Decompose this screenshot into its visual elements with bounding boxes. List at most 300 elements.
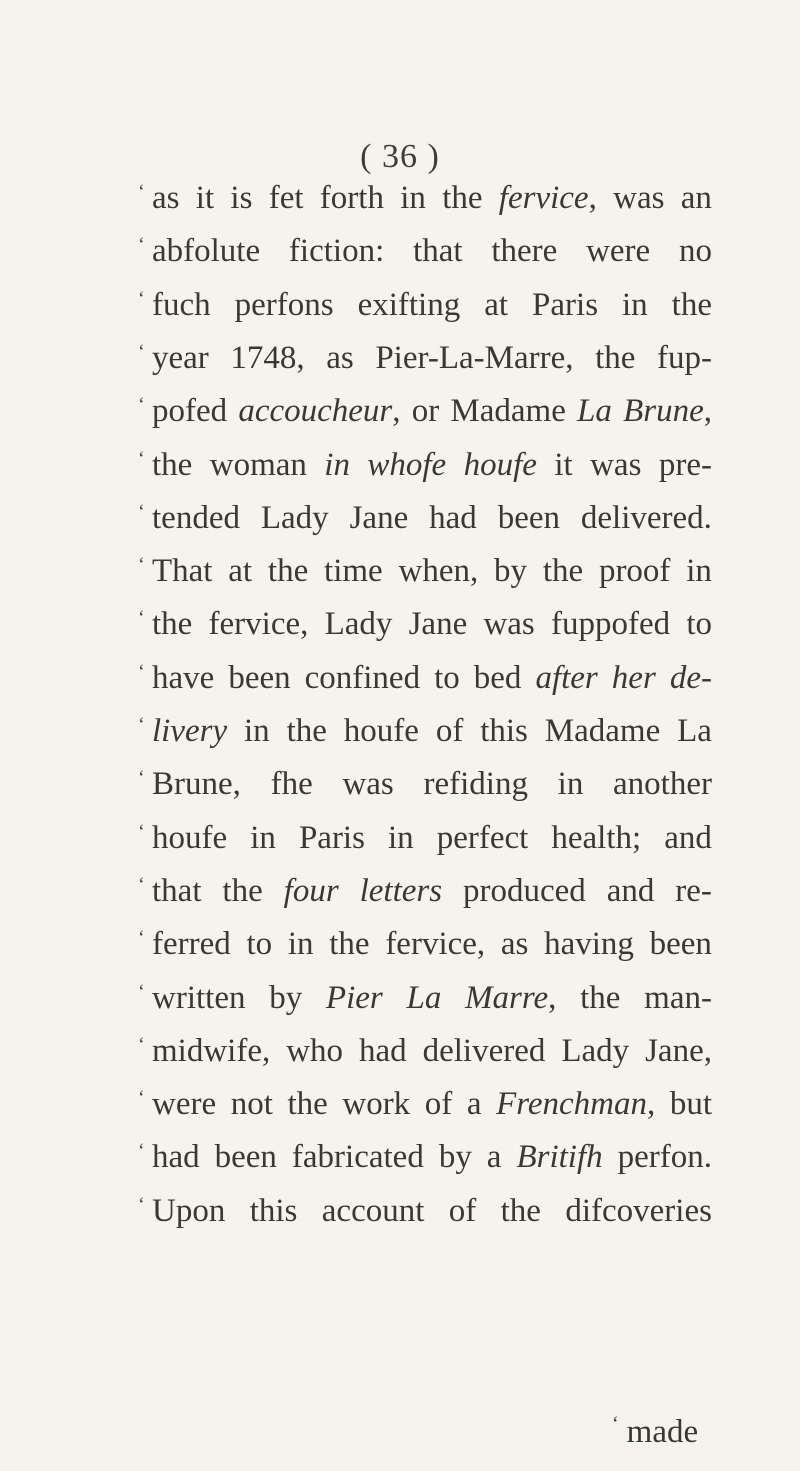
word bbox=[679, 229, 712, 273]
text: account bbox=[321, 1192, 425, 1229]
word bbox=[622, 283, 648, 327]
quote-mark: ‘ bbox=[138, 873, 145, 896]
word bbox=[375, 336, 573, 380]
text: not bbox=[230, 1086, 273, 1123]
word bbox=[599, 549, 670, 593]
text: perfons bbox=[234, 286, 334, 323]
text: in bbox=[250, 819, 276, 856]
text: Lady bbox=[260, 499, 329, 536]
word bbox=[152, 496, 240, 540]
text: when, bbox=[398, 553, 479, 590]
text: the bbox=[542, 553, 584, 590]
text: an bbox=[680, 180, 712, 216]
word bbox=[326, 336, 354, 380]
quote-mark: ‘ bbox=[138, 287, 145, 310]
word bbox=[305, 656, 420, 700]
word bbox=[196, 176, 214, 220]
text: of bbox=[448, 1192, 477, 1229]
word bbox=[580, 976, 620, 1020]
text-line bbox=[138, 549, 712, 593]
text-line bbox=[138, 1135, 712, 1179]
word bbox=[250, 816, 276, 860]
text: was bbox=[483, 606, 535, 643]
word bbox=[577, 389, 612, 433]
quote-mark: ‘ bbox=[138, 767, 145, 790]
word bbox=[152, 869, 201, 913]
text: as bbox=[152, 180, 180, 216]
text: the bbox=[287, 1086, 328, 1123]
quote-mark: ‘ bbox=[612, 1413, 619, 1435]
word bbox=[586, 229, 650, 273]
word bbox=[551, 816, 641, 860]
italic-text: La bbox=[577, 393, 612, 430]
word bbox=[235, 283, 334, 327]
text: of bbox=[435, 713, 464, 749]
word bbox=[152, 709, 227, 753]
quote-mark: ‘ bbox=[138, 714, 145, 736]
word bbox=[326, 976, 383, 1020]
text: Jane bbox=[408, 606, 468, 643]
text-line bbox=[138, 656, 712, 700]
word bbox=[152, 762, 241, 806]
word bbox=[246, 922, 272, 966]
text: ferred bbox=[152, 926, 231, 963]
text: to bbox=[434, 659, 460, 696]
text: that bbox=[413, 233, 463, 270]
word bbox=[358, 283, 461, 327]
word bbox=[425, 1082, 453, 1126]
word bbox=[659, 443, 712, 487]
text: man- bbox=[644, 979, 712, 1016]
quote-mark: ‘ bbox=[138, 500, 145, 523]
italic-text: Brune bbox=[623, 393, 704, 430]
text: produced bbox=[463, 872, 586, 909]
word bbox=[483, 602, 534, 646]
word bbox=[532, 283, 598, 327]
text: as bbox=[500, 926, 529, 963]
word bbox=[423, 762, 527, 806]
word bbox=[342, 762, 393, 806]
text: , bbox=[646, 1086, 656, 1123]
word bbox=[152, 1082, 216, 1126]
text-line bbox=[138, 709, 712, 753]
text: have bbox=[152, 659, 215, 696]
text-line bbox=[138, 1189, 712, 1233]
text: were bbox=[152, 1086, 217, 1123]
text: That bbox=[152, 553, 213, 590]
word bbox=[228, 549, 252, 593]
word bbox=[545, 709, 660, 753]
text: a bbox=[486, 1139, 502, 1176]
word bbox=[607, 869, 655, 913]
word bbox=[152, 389, 227, 433]
text: confined bbox=[304, 659, 421, 696]
text: were bbox=[586, 233, 651, 270]
word bbox=[618, 1135, 712, 1179]
quote-mark: ‘ bbox=[138, 1033, 145, 1056]
word bbox=[439, 1135, 472, 1179]
italic-text: de- bbox=[669, 659, 712, 696]
word bbox=[398, 549, 478, 593]
text: been bbox=[649, 926, 712, 963]
text: abfolute bbox=[152, 233, 261, 270]
text: health; bbox=[551, 819, 642, 856]
text: who bbox=[286, 1032, 344, 1069]
italic-text: fervice bbox=[498, 180, 589, 216]
text: fet bbox=[268, 180, 304, 216]
text: it bbox=[554, 446, 573, 483]
word bbox=[494, 549, 527, 593]
word bbox=[261, 496, 329, 540]
word bbox=[324, 443, 350, 487]
word bbox=[230, 336, 304, 380]
quote-mark: ‘ bbox=[138, 660, 145, 683]
text: had bbox=[152, 1139, 200, 1176]
text: by bbox=[269, 979, 303, 1016]
text: Paris bbox=[298, 819, 365, 856]
text: been bbox=[228, 659, 291, 696]
italic-text: Frenchman bbox=[496, 1086, 647, 1123]
italic-text: whofe bbox=[367, 446, 447, 483]
word bbox=[498, 496, 560, 540]
text: houfe bbox=[152, 819, 228, 856]
word bbox=[670, 1082, 712, 1126]
word bbox=[286, 1029, 343, 1073]
word bbox=[657, 336, 712, 380]
word bbox=[437, 816, 529, 860]
text: another bbox=[613, 766, 712, 803]
text-line bbox=[138, 389, 712, 433]
word bbox=[501, 922, 529, 966]
word bbox=[613, 762, 712, 806]
word bbox=[464, 443, 537, 487]
text-line bbox=[138, 869, 712, 913]
word bbox=[463, 869, 586, 913]
italic-text: La bbox=[406, 979, 442, 1016]
word bbox=[613, 176, 664, 220]
text: was bbox=[590, 446, 642, 483]
quote-mark: ‘ bbox=[138, 447, 145, 470]
word bbox=[344, 709, 419, 753]
word bbox=[269, 176, 304, 220]
text: was bbox=[342, 766, 394, 803]
quote-mark: ‘ bbox=[138, 1140, 145, 1163]
word bbox=[595, 336, 635, 380]
word bbox=[324, 549, 383, 593]
word bbox=[152, 816, 227, 860]
text: fup- bbox=[657, 339, 712, 376]
word bbox=[467, 1082, 482, 1126]
text-line bbox=[138, 1029, 712, 1073]
word bbox=[499, 176, 597, 220]
word bbox=[210, 443, 307, 487]
word bbox=[152, 549, 212, 593]
word bbox=[412, 389, 440, 433]
text: the bbox=[671, 286, 712, 323]
word bbox=[681, 176, 712, 220]
text: delivered bbox=[422, 1032, 546, 1069]
word bbox=[664, 816, 712, 860]
text-line bbox=[138, 283, 712, 327]
word bbox=[487, 1135, 502, 1179]
quote-mark: ‘ bbox=[138, 394, 145, 417]
text: La bbox=[677, 713, 712, 749]
text: Pier-La-Marre, bbox=[375, 339, 574, 376]
text: exifting bbox=[357, 286, 461, 323]
word bbox=[350, 496, 409, 540]
word bbox=[228, 656, 290, 700]
text: in bbox=[244, 713, 270, 749]
text: in bbox=[557, 766, 584, 803]
word bbox=[436, 709, 464, 753]
word bbox=[152, 1189, 225, 1233]
word bbox=[152, 1135, 200, 1179]
word bbox=[496, 1082, 655, 1126]
word bbox=[491, 229, 557, 273]
quote-mark: ‘ bbox=[138, 234, 145, 257]
page-number: ( 36 ) bbox=[360, 138, 440, 175]
word bbox=[434, 656, 460, 700]
text: woman bbox=[209, 446, 307, 483]
text: the bbox=[152, 606, 193, 643]
text-line bbox=[138, 1082, 712, 1126]
word bbox=[244, 709, 270, 753]
text: the bbox=[580, 979, 621, 1016]
text-line bbox=[138, 602, 712, 646]
text: Lady bbox=[324, 606, 393, 643]
text-line bbox=[138, 922, 712, 966]
text: 1748, bbox=[230, 339, 305, 376]
text: Jane, bbox=[645, 1032, 712, 1069]
text: been bbox=[497, 499, 560, 536]
text: fervice, bbox=[208, 606, 309, 643]
text: no bbox=[678, 233, 712, 270]
word bbox=[565, 1189, 712, 1233]
text: Brune, bbox=[152, 766, 241, 803]
text-line bbox=[138, 816, 712, 860]
word bbox=[367, 443, 446, 487]
word bbox=[686, 549, 712, 593]
text: , bbox=[392, 393, 401, 430]
text: had bbox=[429, 499, 477, 536]
word bbox=[152, 656, 214, 700]
text: midwife, bbox=[152, 1032, 271, 1069]
word bbox=[329, 922, 369, 966]
word bbox=[299, 816, 365, 860]
word bbox=[288, 922, 314, 966]
word bbox=[231, 1082, 273, 1126]
text: re- bbox=[675, 872, 712, 909]
quote-mark: ‘ bbox=[138, 927, 145, 950]
text: pre- bbox=[658, 446, 712, 483]
text: Paris bbox=[532, 286, 599, 323]
text: and bbox=[606, 872, 655, 909]
word bbox=[423, 1029, 546, 1073]
italic-text: Pier bbox=[325, 979, 383, 1016]
text: to bbox=[686, 606, 712, 643]
text-line bbox=[138, 443, 712, 487]
word bbox=[645, 1029, 712, 1073]
text: it bbox=[195, 180, 215, 216]
text: the bbox=[267, 553, 309, 590]
word bbox=[215, 1135, 277, 1179]
quote-mark: ‘ bbox=[138, 554, 145, 577]
text-line bbox=[138, 176, 712, 220]
text: the bbox=[442, 180, 483, 216]
text: , bbox=[548, 979, 557, 1016]
word bbox=[271, 762, 313, 806]
italic-text: livery bbox=[152, 713, 228, 749]
text-line bbox=[138, 762, 712, 806]
word bbox=[388, 816, 414, 860]
text: this bbox=[480, 713, 528, 749]
text: Madame bbox=[544, 713, 661, 749]
text: written bbox=[152, 979, 246, 1016]
text: , bbox=[588, 180, 597, 216]
word bbox=[359, 1029, 407, 1073]
text: at bbox=[484, 286, 509, 323]
word bbox=[449, 1189, 477, 1233]
word bbox=[152, 176, 180, 220]
word bbox=[152, 976, 245, 1020]
word bbox=[230, 176, 252, 220]
word bbox=[442, 176, 482, 220]
text-line bbox=[138, 496, 712, 540]
italic-text: Marre bbox=[465, 979, 549, 1016]
italic-text: in bbox=[324, 446, 350, 483]
text: in bbox=[686, 553, 712, 590]
text: fabricated bbox=[291, 1139, 424, 1176]
catchword bbox=[612, 1410, 698, 1458]
word bbox=[269, 976, 302, 1020]
text: having bbox=[544, 926, 634, 963]
word bbox=[400, 176, 426, 220]
text: bed bbox=[473, 659, 522, 696]
word bbox=[535, 656, 597, 700]
text: been bbox=[214, 1139, 277, 1176]
word bbox=[686, 602, 712, 646]
text: delivered. bbox=[580, 499, 712, 536]
text: tended bbox=[152, 499, 240, 536]
text: fervice, bbox=[385, 926, 486, 963]
text: but bbox=[669, 1086, 712, 1123]
word bbox=[558, 762, 584, 806]
text: houfe bbox=[343, 713, 419, 749]
text: fhe bbox=[270, 766, 313, 803]
word bbox=[465, 976, 556, 1020]
text: Upon bbox=[152, 1192, 226, 1229]
word bbox=[406, 976, 441, 1020]
word bbox=[289, 229, 384, 273]
word bbox=[474, 656, 522, 700]
word bbox=[413, 229, 462, 273]
text-line bbox=[138, 336, 712, 380]
text: in bbox=[400, 180, 426, 216]
word bbox=[284, 869, 339, 913]
word bbox=[268, 549, 308, 593]
text: and bbox=[664, 819, 712, 856]
word bbox=[152, 283, 211, 327]
text: work bbox=[342, 1086, 411, 1123]
text: the bbox=[152, 446, 193, 483]
word bbox=[623, 389, 712, 433]
word bbox=[152, 1029, 270, 1073]
text: Jane bbox=[349, 499, 409, 536]
text: time bbox=[324, 553, 383, 590]
word bbox=[287, 1082, 327, 1126]
word bbox=[152, 443, 192, 487]
text: of bbox=[424, 1086, 453, 1123]
quote-mark: ‘ bbox=[138, 607, 145, 630]
word bbox=[612, 656, 656, 700]
word bbox=[152, 336, 209, 380]
text: perfon. bbox=[617, 1139, 712, 1176]
italic-text: letters bbox=[359, 872, 443, 909]
catchword-text: made bbox=[626, 1414, 699, 1450]
text: , bbox=[703, 393, 712, 430]
quote-mark: ‘ bbox=[138, 820, 145, 843]
text: that bbox=[152, 872, 202, 909]
italic-text: accoucheur bbox=[238, 393, 393, 430]
text: Lady bbox=[561, 1032, 630, 1069]
italic-text: Britifh bbox=[516, 1139, 603, 1176]
quote-mark: ‘ bbox=[138, 1193, 145, 1216]
text: Madame bbox=[450, 393, 566, 430]
text: fuppofed bbox=[550, 606, 671, 643]
word bbox=[501, 1189, 541, 1233]
text-line bbox=[138, 229, 712, 273]
text: forth bbox=[319, 180, 384, 216]
text: year bbox=[152, 339, 209, 376]
word bbox=[554, 443, 572, 487]
text: proof bbox=[598, 553, 671, 590]
text: perfect bbox=[436, 819, 529, 856]
text: a bbox=[466, 1086, 482, 1123]
text: or bbox=[411, 393, 440, 430]
text: there bbox=[491, 233, 558, 270]
italic-text: four bbox=[283, 872, 339, 909]
text: is bbox=[230, 180, 253, 216]
text: the bbox=[222, 872, 263, 909]
word bbox=[590, 443, 641, 487]
word bbox=[650, 922, 712, 966]
word bbox=[450, 389, 565, 433]
word bbox=[429, 496, 477, 540]
quote-mark: ‘ bbox=[138, 1087, 145, 1110]
word bbox=[675, 869, 712, 913]
word bbox=[543, 549, 583, 593]
word bbox=[670, 656, 712, 700]
text: pofed bbox=[152, 393, 228, 430]
word bbox=[480, 709, 528, 753]
text: the bbox=[595, 339, 636, 376]
text: the bbox=[500, 1192, 541, 1229]
quote-mark: ‘ bbox=[138, 340, 145, 363]
word bbox=[152, 922, 231, 966]
text: in bbox=[388, 819, 414, 856]
word bbox=[561, 1029, 629, 1073]
italic-text: houfe bbox=[463, 446, 537, 483]
word bbox=[322, 1189, 425, 1233]
text: by bbox=[438, 1139, 472, 1176]
text: the bbox=[329, 926, 370, 963]
text: this bbox=[249, 1192, 298, 1229]
word bbox=[672, 283, 712, 327]
word bbox=[644, 976, 712, 1020]
word bbox=[677, 709, 712, 753]
text: at bbox=[228, 553, 253, 590]
word bbox=[409, 602, 468, 646]
